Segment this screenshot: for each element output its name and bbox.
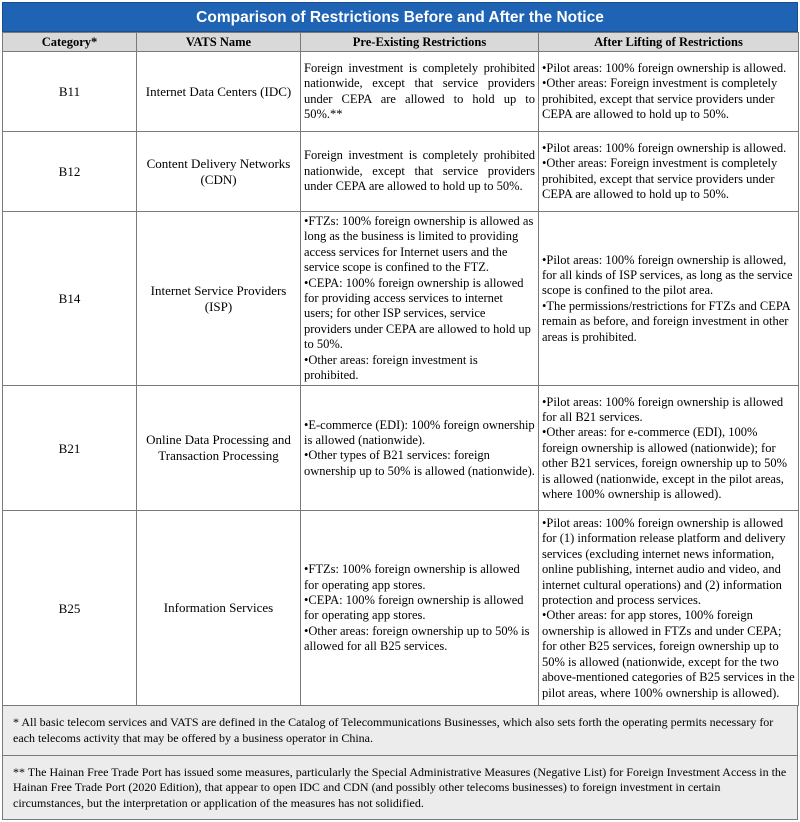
table-row-b25: [3, 511, 799, 706]
category-cell: B11: [3, 52, 137, 132]
pre-paragraph: •Other areas: foreign investment is prohibited.: [304, 352, 478, 383]
after-paragraph: •The permissions/restrictions for FTZs and CEPA remain as before, and foreign investment in other areas is prohibited.: [542, 298, 790, 344]
pre-paragraph: •Other areas: foreign ownership up to 50% is allowed for all B25 services.: [304, 623, 530, 654]
after-restrictions-cell: [539, 52, 799, 132]
after-restrictions-cell: [539, 212, 799, 386]
pre-paragraph: Foreign investment is completely prohibited nationwide, except that service providers under CEPA are allowed to hold up to 50%.: [304, 148, 535, 194]
after-restrictions-cell: [539, 511, 799, 706]
pre-paragraph: •CEPA: 100% foreign ownership is allowed for operating app stores.: [304, 593, 524, 623]
pre-restrictions-cell: [301, 52, 539, 132]
table-row-b12: [3, 132, 799, 212]
pre-paragraph: •Other types of B21 services: foreign ownership up to 50% is allowed (nationwide).: [304, 448, 535, 478]
after-paragraph: •Pilot areas: 100% foreign ownership is allowed.: [542, 140, 787, 155]
vats-name-cell: Information Services: [137, 511, 301, 706]
category-cell: B21: [3, 386, 137, 511]
pre-restrictions-cell: [301, 212, 539, 386]
vats-name-cell: Content Delivery Networks (CDN): [137, 132, 301, 212]
vats-name-cell: Internet Service Providers (ISP): [137, 212, 301, 386]
pre-paragraph: Foreign investment is completely prohibited nationwide, except that service providers under CEPA are allowed to hold up to 50%.**: [304, 60, 535, 121]
footnote-hainan: ** The Hainan Free Trade Port has issued some measures, particularly the Special Administrative Measures (Negative List) for Foreign Investment Access in the Hainan Free Trade Port (2020 Edition), that appear to open IDC and CDN (and possibly other telecoms businesses) to foreign investment in certain circumstances, but the interpretation or application of the measures has not solidified.: [3, 755, 797, 820]
header-after-lifting: After Lifting of Restrictions: [539, 33, 799, 52]
after-paragraph: •Pilot areas: 100% foreign ownership is allowed.: [542, 60, 787, 75]
header-pre-existing: Pre-Existing Restrictions: [301, 33, 539, 52]
category-cell: B14: [3, 212, 137, 386]
comparison-table: [2, 32, 799, 706]
footnote-catalog: * All basic telecom services and VATS are defined in the Catalog of Telecommunications Businesses, which also sets forth the operating permits necessary for each telecoms activity that may be offered by a business operator in China.: [13, 715, 774, 746]
category-cell: B12: [3, 132, 137, 212]
after-paragraph: •Pilot areas: 100% foreign ownership is allowed, for all kinds of ISP services, as long as the service scope is confined to the pilot area.: [542, 252, 793, 298]
after-paragraph: •Other areas: for e-commerce (EDI), 100% foreign ownership is allowed (nationwide); for other B21 services, foreign ownership up to 50% is allowed (nationwide, except in the pilot areas, where 100% ownership is allowed).: [542, 425, 788, 501]
table-title: Comparison of Restrictions Before and After the Notice: [2, 2, 798, 32]
after-paragraph: •Other areas: for app stores, 100% foreign ownership is allowed in FTZs and under CEPA; for other B25 services, foreign ownership up to 50% is allowed (nationwide, except for the two above-mentioned categories of B25 services in the pilot areas, where 100% ownership is allowed).: [542, 608, 795, 700]
pre-paragraph: •FTZs: 100% foreign ownership is allowed as long as the business is limited to providing access services for Internet users and the service scope is confined to the FTZ.: [304, 214, 534, 275]
after-paragraph: •Pilot areas: 100% foreign ownership is allowed for (1) information release platform and delivery services (excluding internet news information, online publishing, internet audio and video, and internet cultural operations) and (2) information protection and process services.: [542, 516, 786, 608]
vats-name-cell: Online Data Processing and Transaction Processing: [137, 386, 301, 511]
pre-restrictions-cell: [301, 511, 539, 706]
vats-name-cell: Internet Data Centers (IDC): [137, 52, 301, 132]
header-category: Category*: [3, 33, 137, 52]
category-cell: B25: [3, 511, 137, 706]
after-paragraph: •Pilot areas: 100% foreign ownership is allowed for all B21 services.: [542, 394, 784, 424]
header-row: [3, 33, 799, 52]
after-restrictions-cell: [539, 386, 799, 511]
pre-paragraph: •FTZs: 100% foreign ownership is allowed for operating app stores.: [304, 562, 520, 592]
footnotes: [2, 706, 798, 820]
after-paragraph: •Other areas: Foreign investment is completely prohibited, except that service providers under CEPA are allowed to hold up to 50%.: [542, 156, 778, 201]
restrictions-comparison: [2, 2, 798, 820]
after-restrictions-cell: [539, 132, 799, 212]
pre-paragraph: •CEPA: 100% foreign ownership is allowed for providing access services to internet users; for other ISP services, service providers under CEPA are allowed to hold up to 50%.: [304, 275, 531, 352]
after-paragraph: •Other areas: Foreign investment is completely prohibited, except that service providers under CEPA are allowed to hold up to 50%.: [542, 76, 778, 121]
table-row-b14: [3, 212, 799, 386]
pre-restrictions-cell: [301, 132, 539, 212]
table-row-b21: [3, 386, 799, 511]
table-row-b11: [3, 52, 799, 132]
pre-paragraph: •E-commerce (EDI): 100% foreign ownership is allowed (nationwide).: [304, 417, 535, 448]
header-vats-name: VATS Name: [137, 33, 301, 52]
pre-restrictions-cell: [301, 386, 539, 511]
